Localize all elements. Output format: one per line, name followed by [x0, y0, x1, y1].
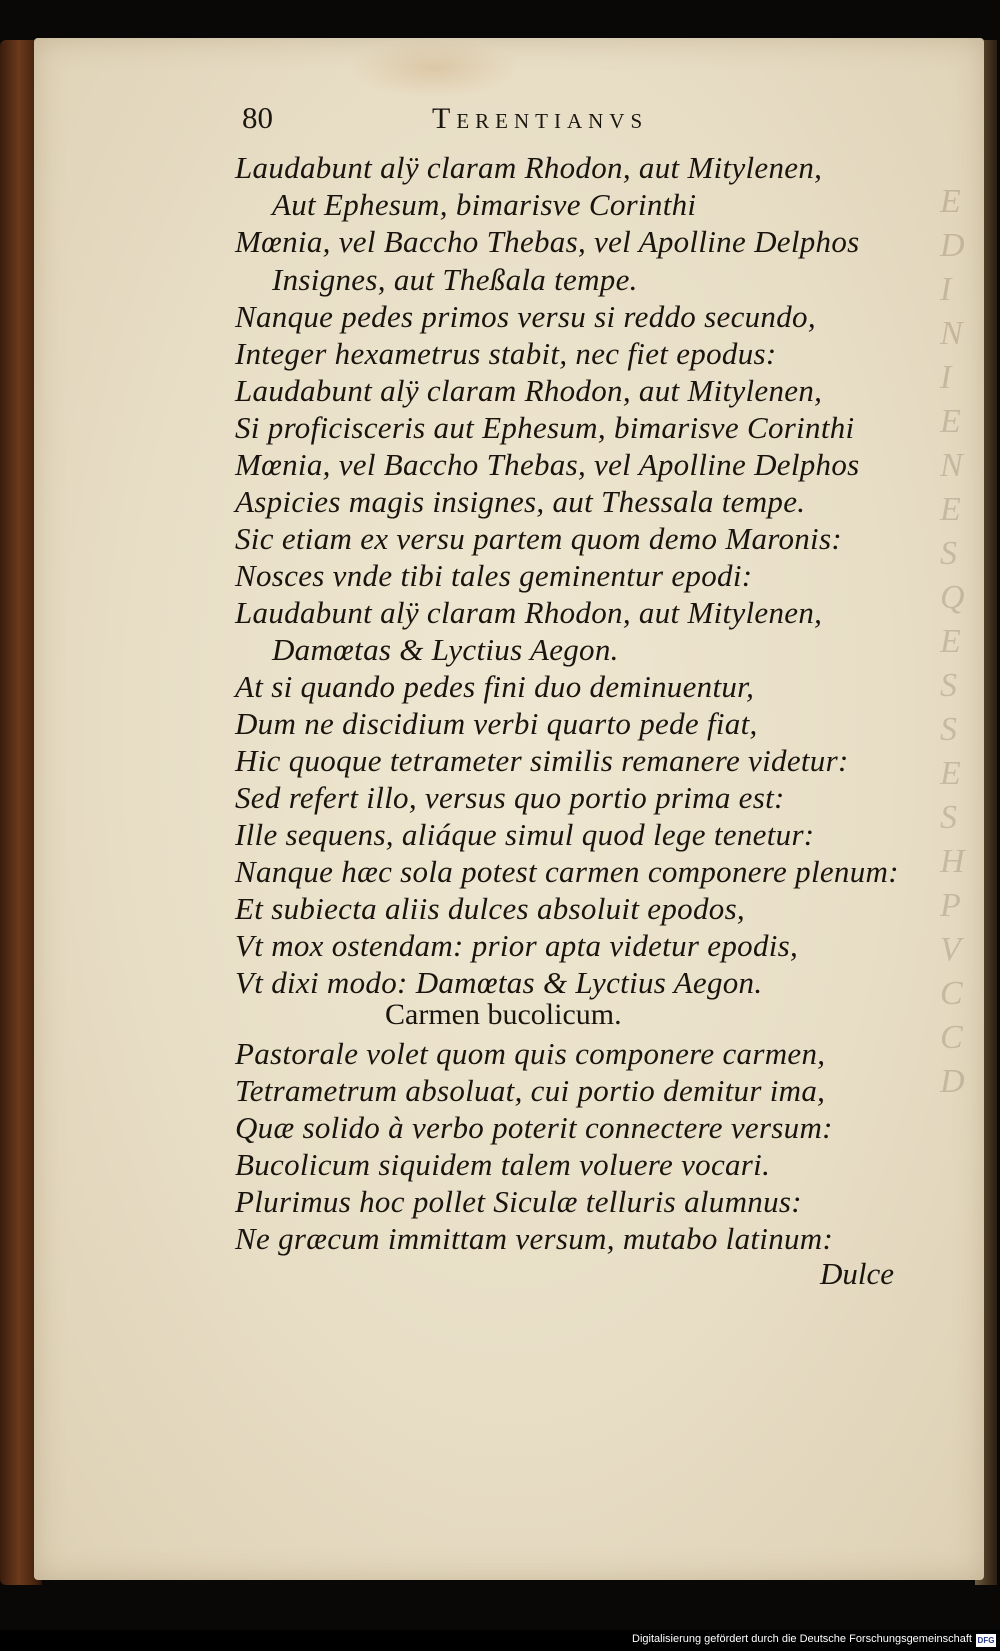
verse-line: Vt dixi modo: Damœtas & Lyctius Aegon. [235, 965, 763, 1000]
verse-line: Si proficisceris aut Ephesum, bimarisve Corinthi [235, 410, 855, 445]
verse-line: Sed refert illo, versus quo portio prima est: [235, 780, 785, 815]
verse-line: Pastorale volet quom quis componere carmen, [235, 1036, 826, 1071]
verse-line: Hic quoque tetrameter similis remanere videtur: [235, 743, 849, 778]
verse-line: Plurimus hoc pollet Siculæ telluris alumnus: [235, 1184, 802, 1219]
verse-line: Aspicies magis insignes, aut Thessala tempe. [235, 484, 806, 519]
catchword: Dulce [820, 1256, 895, 1291]
verse-line: Nosces vnde tibi tales geminentur epodi: [235, 558, 753, 593]
verse-line: Nanque hæc sola potest carmen componere plenum: [235, 854, 899, 889]
verse-line: Ille sequens, aliáque simul quod lege tenetur: [235, 817, 815, 852]
verse-line: Quæ solido à verbo poterit connectere versum: [235, 1110, 833, 1145]
verse-line: Laudabunt alÿ claram Rhodon, aut Mitylenen, [235, 595, 823, 630]
verse-line: Vt mox ostendam: prior apta videtur epodis, [235, 928, 799, 963]
verse-line: Laudabunt alÿ claram Rhodon, aut Mitylenen, [235, 373, 823, 408]
running-head: Terentianvs [432, 102, 649, 135]
page-number: 80 [242, 100, 273, 135]
verse-line: Sic etiam ex versu partem quom demo Maronis: [235, 521, 842, 556]
verse-line: Aut Ephesum, bimarisve Corinthi [272, 187, 697, 222]
verse-line: Et subiecta aliis dulces absoluit epodos, [235, 891, 745, 926]
verse-line: Ne græcum immittam versum, mutabo latinum: [235, 1221, 834, 1256]
verse-line: Nanque pedes primos versu si reddo secundo, [235, 299, 816, 334]
verse-line: Tetrametrum absoluat, cui portio demitur ima, [235, 1073, 826, 1108]
funding-credit: Digitalisierung gefördert durch die Deutsche Forschungsgemeinschaft [632, 1633, 972, 1645]
verse-line: Bucolicum siquidem talem voluere vocari. [235, 1147, 771, 1182]
verse-line: Dum ne discidium verbi quarto pede fiat, [235, 706, 758, 741]
verse-line: Laudabunt alÿ claram Rhodon, aut Mitylenen, [235, 150, 823, 185]
verse-line: Damœtas & Lyctius Aegon. [272, 632, 619, 667]
verse-line: Mœnia, vel Baccho Thebas, vel Apolline Delphos [235, 224, 860, 259]
verse-line: Mœnia, vel Baccho Thebas, vel Apolline Delphos [235, 447, 860, 482]
dfg-logo: DFG [977, 1636, 995, 1645]
page-header [242, 100, 802, 144]
verse-line: Insignes, aut Theßala tempe. [272, 262, 638, 297]
section-heading: Carmen bucolicum. [385, 998, 622, 1031]
verse-line: Integer hexametrus stabit, nec fiet epodus: [235, 336, 777, 371]
paper-stain [350, 38, 520, 98]
verse-line: At si quando pedes fini duo deminuentur, [235, 669, 755, 704]
show-through-text: E D I N I E N E S Q E S S E S H P V C C D [940, 183, 965, 1100]
